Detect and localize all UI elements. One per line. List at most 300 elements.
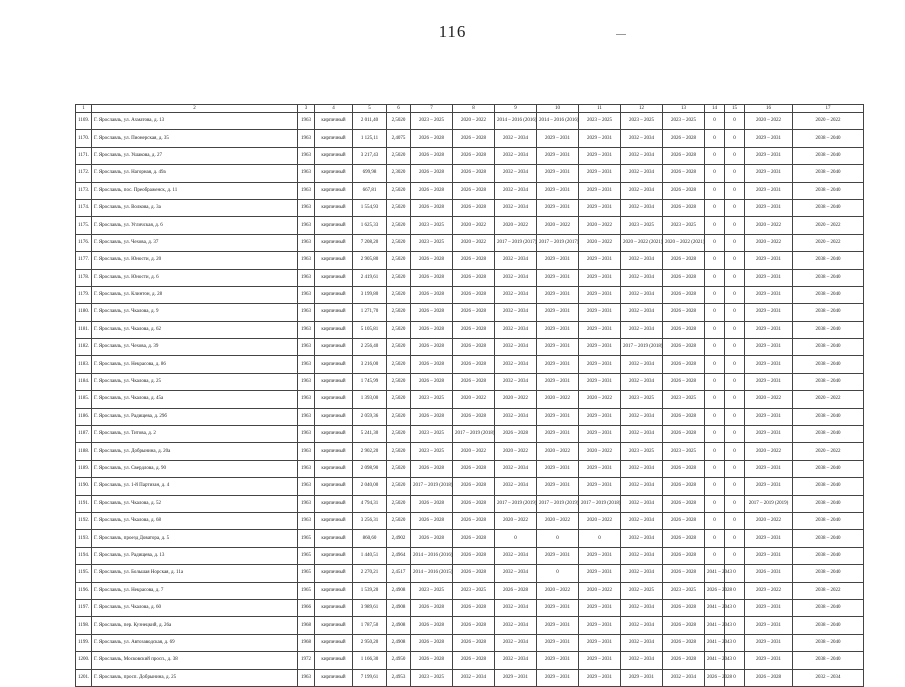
table-cell: кирпичный <box>315 495 353 512</box>
table-cell: 0 <box>705 373 725 390</box>
table-cell: 1963 <box>298 321 315 338</box>
address-cell: Г. Ярославль, ул. Радищева, д. 13 <box>92 547 298 564</box>
table-cell: 2032 – 2034 <box>621 304 663 321</box>
address-cell: Г. Ярославль, ул. Юности, д. 6 <box>92 269 298 286</box>
table-cell: кирпичный <box>315 217 353 234</box>
table-cell: 0 <box>725 426 745 443</box>
table-cell: 2029 – 2031 <box>745 252 793 269</box>
table-cell: 2026 – 2028 <box>663 130 705 147</box>
table-cell: 2029 – 2031 <box>537 373 579 390</box>
address-cell: Г. Ярославль, проезд Доватора, д. 5 <box>92 530 298 547</box>
column-number-17: 17 <box>793 105 864 113</box>
address-cell: Г. Ярославль, ул. Клинтон, д. 28 <box>92 286 298 303</box>
table-cell: 2,5020 <box>387 269 411 286</box>
table-cell: 2029 – 2031 <box>745 460 793 477</box>
table-cell: 0 <box>537 530 579 547</box>
table-cell: 2023 – 2025 <box>663 443 705 460</box>
table-cell: 2032 – 2034 <box>621 460 663 477</box>
table-cell: 1 393,00 <box>353 391 387 408</box>
table-cell: 2026 – 2028 <box>453 304 495 321</box>
table-cell: кирпичный <box>315 582 353 599</box>
address-cell: Г. Ярославль, ул. Нагорная, д. 49а <box>92 165 298 182</box>
address-cell: Г. Ярославль, ул. Добрынина, д. 20а <box>92 443 298 460</box>
table-cell: 2032 – 2034 <box>621 356 663 373</box>
table-cell: 2,5020 <box>387 356 411 373</box>
table-cell: 2029 – 2031 <box>745 165 793 182</box>
table-cell: 2020 – 2022 <box>793 391 864 408</box>
address-cell: Г. Ярославль, ул. Чкалова, д. 60 <box>92 599 298 616</box>
table-cell: 2023 – 2025 <box>663 391 705 408</box>
table-cell: 2023 – 2025 <box>453 582 495 599</box>
table-cell: 2029 – 2031 <box>537 147 579 164</box>
table-cell: 2026 – 2028 <box>705 582 725 599</box>
table-cell: 2032 – 2034 <box>621 617 663 634</box>
table-cell: 2,5020 <box>387 391 411 408</box>
table-cell: 2,5020 <box>387 252 411 269</box>
table-cell: 2,4964 <box>387 547 411 564</box>
table-cell: 2026 – 2028 <box>663 356 705 373</box>
column-number-6: 6 <box>387 105 411 113</box>
table-cell: 2023 – 2025 <box>411 443 453 460</box>
table-cell: 1192. <box>76 512 92 529</box>
table-cell: 2032 – 2034 <box>621 321 663 338</box>
table-cell: 2029 – 2031 <box>579 199 621 216</box>
table-cell: 2032 – 2034 <box>495 373 537 390</box>
table-cell: 2026 – 2028 <box>663 408 705 425</box>
table-cell: кирпичный <box>315 460 353 477</box>
table-cell: 2029 – 2031 <box>579 339 621 356</box>
table-cell: 2020 – 2022 <box>453 391 495 408</box>
table-row <box>76 252 864 269</box>
table-cell: 860,60 <box>353 530 387 547</box>
table-cell: 2029 – 2031 <box>537 182 579 199</box>
table-cell: 2041 – 2043 <box>705 599 725 616</box>
table-cell: 2029 – 2031 <box>537 652 579 669</box>
table-cell: 2026 – 2028 <box>411 321 453 338</box>
table-cell: 2038 – 2040 <box>793 147 864 164</box>
table-cell: 0 <box>725 547 745 564</box>
table-cell: 0 <box>705 391 725 408</box>
table-cell: 2026 – 2028 <box>663 339 705 356</box>
table-cell: 1972 <box>298 652 315 669</box>
table-cell: 1963 <box>298 304 315 321</box>
table-cell: 2029 – 2031 <box>537 130 579 147</box>
column-number-10: 10 <box>537 105 579 113</box>
table-cell: 2029 – 2031 <box>579 182 621 199</box>
table-cell: 2017 – 2019 (2017) <box>495 234 537 251</box>
table-cell: 2,4950 <box>387 652 411 669</box>
table-cell: 2014 – 2016 (2015) <box>411 565 453 582</box>
table-cell: 2038 – 2040 <box>793 652 864 669</box>
table-cell: 2029 – 2031 <box>537 408 579 425</box>
table-cell: 0 <box>705 530 725 547</box>
table-cell: 1966 <box>298 599 315 616</box>
table-cell: 2,5020 <box>387 512 411 529</box>
address-cell: Г. Ярославль, пер. Кузнецкий, д. 26а <box>92 617 298 634</box>
table-cell: 2032 – 2034 <box>495 147 537 164</box>
table-cell: 2026 – 2028 <box>663 617 705 634</box>
table-cell: 1180. <box>76 304 92 321</box>
table-cell: 2026 – 2028 <box>663 321 705 338</box>
table-cell: кирпичный <box>315 286 353 303</box>
table-cell: 0 <box>705 512 725 529</box>
table-cell: 2038 – 2040 <box>793 373 864 390</box>
table-cell: 2029 – 2031 <box>745 373 793 390</box>
table-cell: 2032 – 2034 <box>793 669 864 686</box>
table-cell: 2023 – 2025 <box>663 113 705 130</box>
table-cell: 0 <box>705 495 725 512</box>
table-cell: кирпичный <box>315 652 353 669</box>
table-cell: 2026 – 2028 <box>411 165 453 182</box>
table-cell: 2032 – 2034 <box>453 669 495 686</box>
address-cell: Г. Ярославль, ул. Чкалова, д. 25 <box>92 373 298 390</box>
address-cell: Г. Ярославль, ул. Ахматова, д. 13 <box>92 113 298 130</box>
table-cell: 2029 – 2031 <box>745 269 793 286</box>
table-cell: 2038 – 2040 <box>793 495 864 512</box>
table-cell: 2029 – 2031 <box>579 460 621 477</box>
table-cell: 2038 – 2040 <box>793 130 864 147</box>
table-row <box>76 339 864 356</box>
table-cell: 2029 – 2031 <box>579 304 621 321</box>
table-cell: 2026 – 2028 <box>453 130 495 147</box>
table-cell: 1197. <box>76 599 92 616</box>
table-cell: кирпичный <box>315 599 353 616</box>
table-cell: 2026 – 2028 <box>745 669 793 686</box>
table-cell: 1184. <box>76 373 92 390</box>
table-cell: 1178. <box>76 269 92 286</box>
table-cell: 1 166,30 <box>353 652 387 669</box>
table-row <box>76 669 864 686</box>
table-cell: 2023 – 2025 <box>621 113 663 130</box>
table-cell: 0 <box>705 217 725 234</box>
table-cell: 2029 – 2031 <box>579 652 621 669</box>
table-cell: 1963 <box>298 217 315 234</box>
table-cell: 0 <box>725 373 745 390</box>
table-cell: 2029 – 2031 <box>745 199 793 216</box>
table-cell: 1175. <box>76 217 92 234</box>
table-cell: 2,5020 <box>387 217 411 234</box>
table-cell: 2020 – 2022 <box>579 234 621 251</box>
table-cell: 2029 – 2031 <box>537 304 579 321</box>
table-cell: 0 <box>705 339 725 356</box>
table-cell: 2032 – 2034 <box>495 634 537 651</box>
table-cell: 2032 – 2034 <box>621 565 663 582</box>
address-cell: Г. Ярославль, ул. Некрасова, д. 86 <box>92 356 298 373</box>
table-cell: 0 <box>705 182 725 199</box>
table-cell: 7 199,61 <box>353 669 387 686</box>
table-cell: 2029 – 2031 <box>579 286 621 303</box>
table-cell: 2029 – 2031 <box>745 130 793 147</box>
address-cell: Г. Ярославль, ул. Чкалова, д. 52 <box>92 495 298 512</box>
table-cell: 2023 – 2025 <box>663 217 705 234</box>
table-cell: 0 <box>725 599 745 616</box>
table-cell: 2020 – 2022 (2021) <box>663 234 705 251</box>
table-cell: 1194. <box>76 547 92 564</box>
table-cell: 2023 – 2025 <box>411 669 453 686</box>
table-row <box>76 634 864 651</box>
table-cell: кирпичный <box>315 478 353 495</box>
table-cell: 2029 – 2031 <box>537 599 579 616</box>
table-cell: 2032 – 2034 <box>621 426 663 443</box>
table-row <box>76 582 864 599</box>
table-row <box>76 199 864 216</box>
table-cell: кирпичный <box>315 512 353 529</box>
table-cell: 2026 – 2028 <box>453 339 495 356</box>
table-cell: 2020 – 2022 <box>537 443 579 460</box>
address-cell: Г. Ярославль, ул. Пионерская, д. 35 <box>92 130 298 147</box>
table-cell: 2032 – 2034 <box>621 478 663 495</box>
table-cell: 2,4908 <box>387 599 411 616</box>
table-cell: 2029 – 2031 <box>745 304 793 321</box>
table-cell: 2026 – 2028 <box>495 582 537 599</box>
table-cell: 1181. <box>76 321 92 338</box>
table-cell: 2026 – 2028 <box>411 252 453 269</box>
table-row <box>76 617 864 634</box>
table-cell: 2026 – 2028 <box>411 304 453 321</box>
table-cell: 1963 <box>298 478 315 495</box>
table-cell: 1 539,20 <box>353 582 387 599</box>
table-cell: 0 <box>705 426 725 443</box>
table-cell: 2020 – 2022 <box>579 217 621 234</box>
address-cell: Г. Ярославль, ул. Чкалова, д. 62 <box>92 321 298 338</box>
table-row <box>76 599 864 616</box>
table-row <box>76 408 864 425</box>
table-cell: 2032 – 2034 <box>621 269 663 286</box>
table-cell: 2026 – 2028 <box>663 252 705 269</box>
table-cell: 2020 – 2022 <box>537 391 579 408</box>
table-cell: 1189. <box>76 460 92 477</box>
table-cell: 0 <box>725 617 745 634</box>
table-cell: 2020 – 2022 <box>745 234 793 251</box>
table-cell: кирпичный <box>315 304 353 321</box>
table-cell: 2026 – 2028 <box>663 634 705 651</box>
column-number-16: 16 <box>745 105 793 113</box>
table-cell: 2026 – 2028 <box>663 147 705 164</box>
table-cell: 2026 – 2028 <box>453 634 495 651</box>
table-cell: 1963 <box>298 286 315 303</box>
table-cell: 2023 – 2025 <box>411 217 453 234</box>
table-cell: 2,5020 <box>387 373 411 390</box>
table-cell: 0 <box>725 565 745 582</box>
table-cell: 2032 – 2034 <box>495 565 537 582</box>
table-cell: 0 <box>725 582 745 599</box>
address-cell: Г. Ярославль, пос. Преображенск, д. 11 <box>92 182 298 199</box>
table-cell: 0 <box>725 408 745 425</box>
table-cell: 2032 – 2034 <box>621 634 663 651</box>
table-cell: 2026 – 2028 <box>663 269 705 286</box>
table-cell: 2029 – 2031 <box>495 669 537 686</box>
table-cell: 2017 – 2019 (2018) <box>621 339 663 356</box>
table-cell: 2017 – 2019 (2019) <box>745 495 793 512</box>
table-cell: 2029 – 2031 <box>579 599 621 616</box>
table-cell: 2029 – 2031 <box>537 286 579 303</box>
table-cell: 2026 – 2028 <box>663 547 705 564</box>
table-cell: кирпичный <box>315 182 353 199</box>
table-cell: 2032 – 2034 <box>621 530 663 547</box>
table-cell: 2029 – 2031 <box>537 356 579 373</box>
table-cell: 1963 <box>298 391 315 408</box>
table-cell: кирпичный <box>315 234 353 251</box>
table-cell: кирпичный <box>315 321 353 338</box>
table-row <box>76 217 864 234</box>
address-cell: Г. Ярославль, ул. Волкова, д. 3а <box>92 199 298 216</box>
table-header-row <box>76 105 864 113</box>
table-cell: 2032 – 2034 <box>621 408 663 425</box>
table-cell: 1201. <box>76 669 92 686</box>
table-cell: кирпичный <box>315 634 353 651</box>
table-cell: 3 217,43 <box>353 147 387 164</box>
table-cell: 0 <box>725 199 745 216</box>
table-cell: 1183. <box>76 356 92 373</box>
table-cell: 699,98 <box>353 165 387 182</box>
address-cell: Г. Ярославль, ул. Угличская, д. 6 <box>92 217 298 234</box>
table-cell: 2020 – 2022 (2021) <box>621 234 663 251</box>
table-cell: 2038 – 2040 <box>793 530 864 547</box>
table-cell: 1963 <box>298 182 315 199</box>
table-cell: 2038 – 2040 <box>793 321 864 338</box>
table-cell: 1 787,50 <box>353 617 387 634</box>
table-cell: 2020 – 2022 <box>453 113 495 130</box>
table-cell: 2038 – 2040 <box>793 252 864 269</box>
table-cell: 2026 – 2028 <box>663 495 705 512</box>
table-cell: 2014 – 2016 (2016) <box>537 113 579 130</box>
table-cell: 0 <box>725 113 745 130</box>
column-number-1: 1 <box>76 105 92 113</box>
table-cell: 2,5020 <box>387 304 411 321</box>
table-cell: 1963 <box>298 269 315 286</box>
table-cell: 2038 – 2040 <box>793 269 864 286</box>
table-cell: 0 <box>725 252 745 269</box>
table-cell: 1 625,33 <box>353 217 387 234</box>
table-cell: 2026 – 2028 <box>411 269 453 286</box>
table-cell: 2032 – 2034 <box>621 165 663 182</box>
table-row <box>76 182 864 199</box>
table-cell: 2026 – 2028 <box>663 565 705 582</box>
table-cell: 0 <box>705 443 725 460</box>
table-cell: 0 <box>725 182 745 199</box>
table-cell: 2020 – 2022 <box>495 391 537 408</box>
table-cell: 2026 – 2028 <box>411 182 453 199</box>
table-cell: 2029 – 2031 <box>537 339 579 356</box>
table-cell: кирпичный <box>315 113 353 130</box>
table-cell: 2032 – 2034 <box>621 252 663 269</box>
table-cell: 2023 – 2025 <box>621 443 663 460</box>
table-cell: 0 <box>705 147 725 164</box>
table-cell: 2026 – 2028 <box>453 269 495 286</box>
table-cell: 2026 – 2028 <box>411 512 453 529</box>
table-cell: 2 011,40 <box>353 113 387 130</box>
table-cell: 2029 – 2031 <box>537 547 579 564</box>
table-cell: 2,4908 <box>387 582 411 599</box>
table-cell: 2029 – 2031 <box>579 547 621 564</box>
table-row <box>76 443 864 460</box>
table-cell: кирпичный <box>315 391 353 408</box>
table-cell: 2026 – 2028 <box>663 304 705 321</box>
table-cell: 2,4908 <box>387 617 411 634</box>
table-cell: 2029 – 2031 <box>745 147 793 164</box>
table-cell: 2020 – 2022 <box>745 391 793 408</box>
table-row <box>76 460 864 477</box>
table-cell: 2020 – 2022 <box>745 443 793 460</box>
table-cell: 2029 – 2031 <box>537 669 579 686</box>
address-cell: Г. Ярославль, просп. Добрынина, д. 25 <box>92 669 298 686</box>
table-cell: 2026 – 2028 <box>663 530 705 547</box>
table-cell: 2017 – 2019 (2018) <box>453 426 495 443</box>
table-cell: 0 <box>705 286 725 303</box>
table-cell: 2029 – 2031 <box>537 252 579 269</box>
table-cell: 0 <box>495 530 537 547</box>
table-cell: 1193. <box>76 530 92 547</box>
table-cell: кирпичный <box>315 617 353 634</box>
table-cell: 2,5020 <box>387 339 411 356</box>
table-cell: 2026 – 2028 <box>663 182 705 199</box>
table-cell: 2032 – 2034 <box>495 165 537 182</box>
table-cell: 2023 – 2025 <box>579 113 621 130</box>
table-cell: 0 <box>705 252 725 269</box>
table-cell: 1963 <box>298 443 315 460</box>
table-cell: 2023 – 2025 <box>621 391 663 408</box>
table-cell: 2041 – 2043 <box>705 565 725 582</box>
table-row <box>76 512 864 529</box>
table-cell: 0 <box>537 565 579 582</box>
table-cell: 2032 – 2034 <box>621 512 663 529</box>
table-cell: 2032 – 2034 <box>621 495 663 512</box>
table-cell: 1187. <box>76 426 92 443</box>
table-cell: 1963 <box>298 113 315 130</box>
table-cell: 2026 – 2028 <box>453 652 495 669</box>
table-cell: 2,4953 <box>387 669 411 686</box>
table-cell: 2032 – 2034 <box>621 652 663 669</box>
table-cell: 2026 – 2028 <box>453 599 495 616</box>
table-cell: 2029 – 2031 <box>621 669 663 686</box>
table-cell: 2029 – 2031 <box>537 165 579 182</box>
table-cell: 2038 – 2040 <box>793 339 864 356</box>
table-cell: 2020 – 2022 <box>495 512 537 529</box>
table-cell: кирпичный <box>315 426 353 443</box>
table-cell: 0 <box>725 478 745 495</box>
table-cell: 1 554,93 <box>353 199 387 216</box>
table-row <box>76 304 864 321</box>
table-cell: кирпичный <box>315 443 353 460</box>
table-cell: 2029 – 2031 <box>579 617 621 634</box>
address-cell: Г. Ярославль, ул. 1-й Партизан, д. 4 <box>92 478 298 495</box>
table-cell: кирпичный <box>315 547 353 564</box>
table-cell: 2026 – 2028 <box>663 373 705 390</box>
table-row <box>76 373 864 390</box>
table-cell: 0 <box>705 130 725 147</box>
table-cell: 2038 – 2040 <box>793 426 864 443</box>
table-cell: кирпичный <box>315 530 353 547</box>
margin-dash <box>616 34 626 35</box>
table-cell: 1 440,51 <box>353 547 387 564</box>
table-cell: 2023 – 2025 <box>411 113 453 130</box>
table-cell: 0 <box>725 130 745 147</box>
table-cell: 2038 – 2040 <box>793 408 864 425</box>
table-cell: 2026 – 2028 <box>663 286 705 303</box>
table-cell: 0 <box>705 408 725 425</box>
table-cell: 2032 – 2034 <box>621 147 663 164</box>
address-cell: Г. Ярославль, ул. Чкалова, д. 45а <box>92 391 298 408</box>
table-cell: 2020 – 2022 <box>537 582 579 599</box>
table-cell: 2029 – 2031 <box>745 182 793 199</box>
table-row <box>76 321 864 338</box>
table-cell: 2 270,21 <box>353 565 387 582</box>
table-cell: 2029 – 2031 <box>745 547 793 564</box>
table-cell: 0 <box>705 269 725 286</box>
table-cell: 2032 – 2034 <box>495 182 537 199</box>
table-cell: кирпичный <box>315 269 353 286</box>
table-cell: 1963 <box>298 495 315 512</box>
